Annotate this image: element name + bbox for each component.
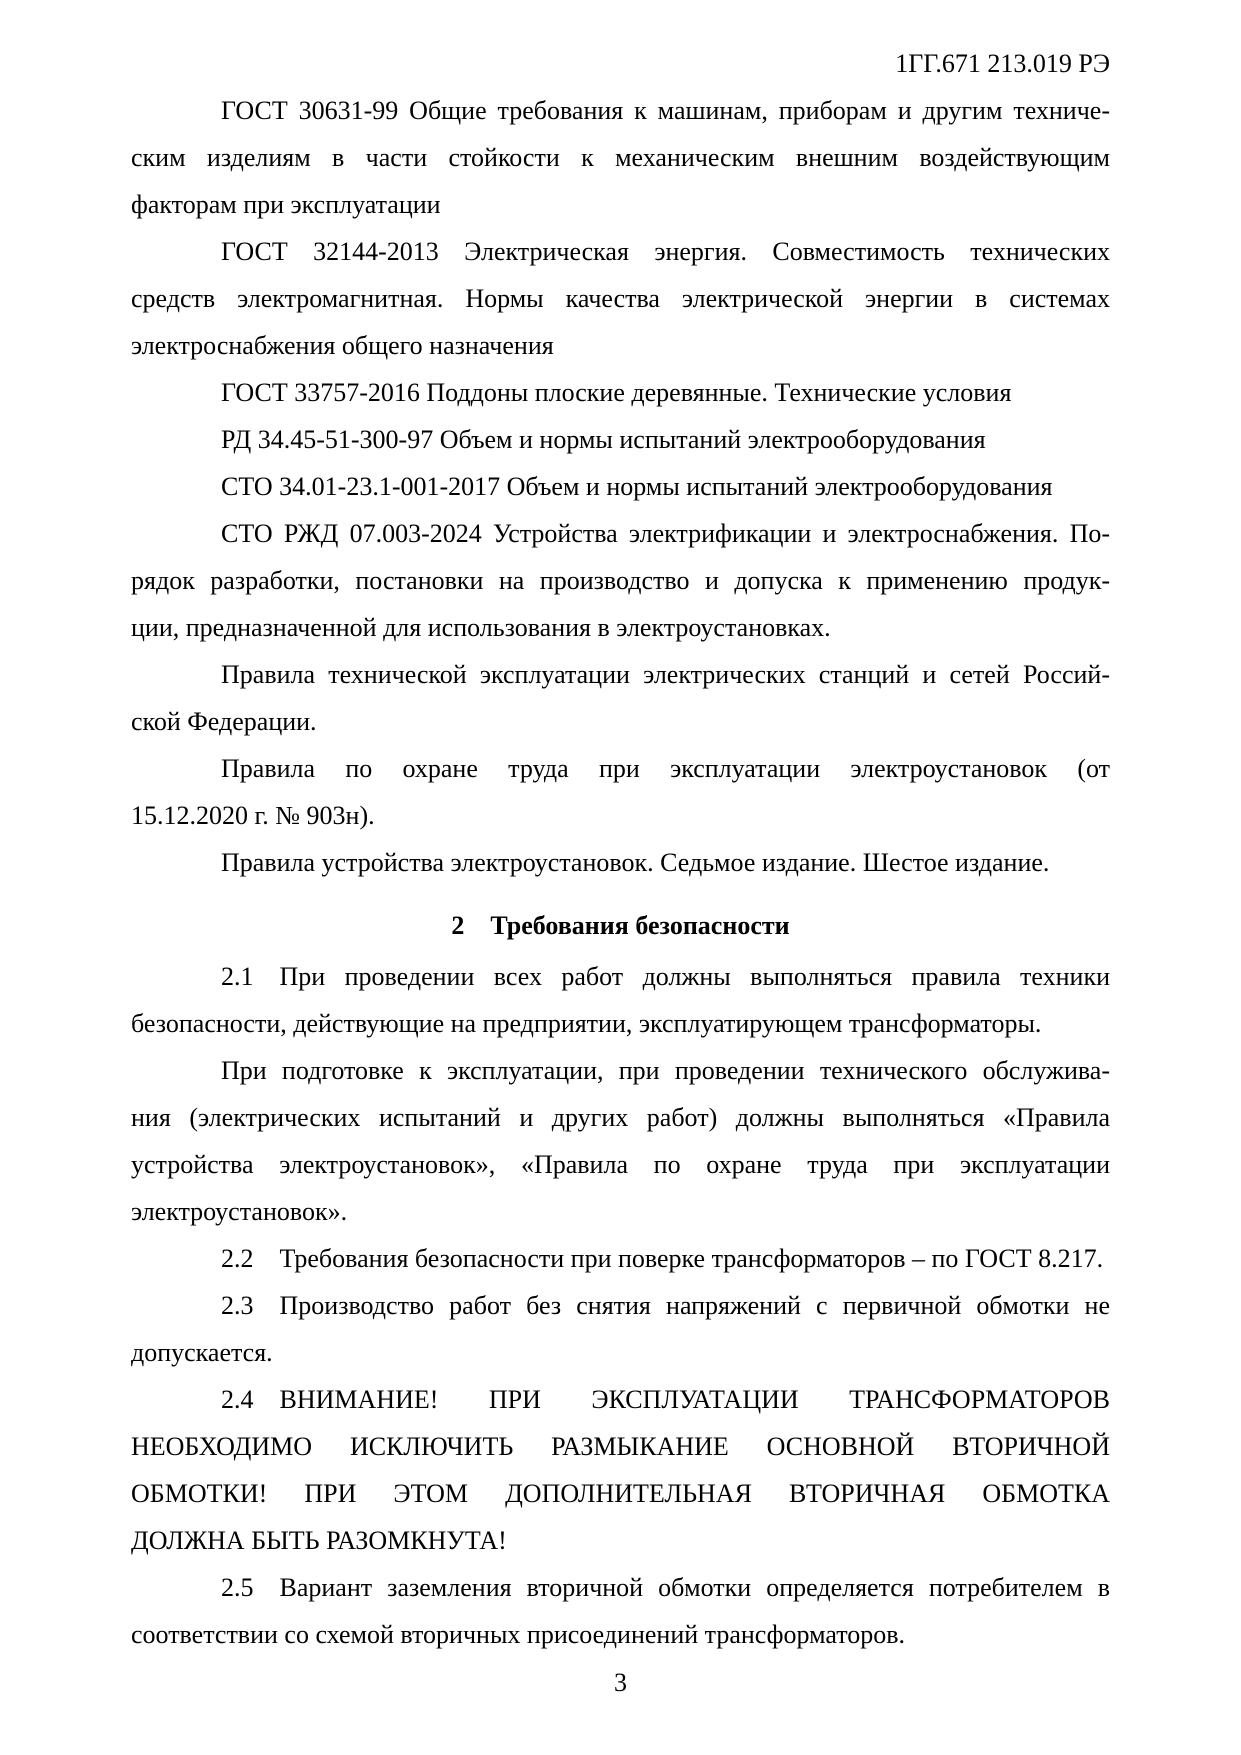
- section-heading: [131, 902, 1110, 949]
- text-line: Правила технической эксплуатации электрических станций и сетей Россий-: [221, 660, 1110, 689]
- text-line: электроустановок».: [131, 1197, 348, 1226]
- body-text: [131, 87, 1110, 1658]
- text-line: 2.5 Вариант заземления вторичной обмотки определяется потребителем в: [221, 1573, 1110, 1602]
- text-line: 2.2 Требования безопасности при поверке трансформаторов – по ГОСТ 8.217.: [221, 1244, 1104, 1273]
- text-line: безопасности, действующие на предприятии, эксплуатирующем трансформаторы.: [131, 1009, 1042, 1038]
- paragraph: [131, 839, 1110, 886]
- text-line: ния (электрических испытаний и других работ) должны выполняться «Правила: [131, 1103, 1110, 1132]
- text-line: соответствии со схемой вторичных присоединений трансформаторов.: [131, 1620, 906, 1649]
- text-line: допускается.: [131, 1338, 273, 1367]
- paragraph: [131, 463, 1110, 510]
- paragraph: [131, 369, 1110, 416]
- paragraph: [131, 651, 1110, 745]
- paragraph: [131, 1282, 1110, 1376]
- document-code-header: 1ГГ.671 213.019 РЭ: [895, 49, 1110, 78]
- text-line: 2.4 ВНИМАНИЕ! ПРИ ЭКСПЛУАТАЦИИ ТРАНСФОРМАТОРОВ: [221, 1385, 1110, 1414]
- section-heading-text: 2 Требования безопасности: [451, 911, 790, 940]
- text-line: ции, предназначенной для использования в электроустановках.: [131, 613, 831, 642]
- text-line: При подготовке к эксплуатации, при проведении технического обслужива-: [221, 1056, 1110, 1085]
- text-line: средств электромагнитная. Нормы качества электрической энергии в системах: [131, 284, 1110, 313]
- text-line: рядок разработки, постановки на производство и допуска к применению продук-: [131, 566, 1110, 595]
- text-line: ГОСТ 33757-2016 Поддоны плоские деревянные. Технические условия: [221, 378, 1012, 407]
- paragraph: [131, 745, 1110, 839]
- text-line: электроснабжения общего назначения: [131, 331, 554, 360]
- page-number: 3: [614, 1668, 627, 1697]
- text-line: ГОСТ 30631-99 Общие требования к машинам, приборам и другим техниче-: [221, 96, 1110, 125]
- paragraph: [131, 1564, 1110, 1658]
- text-line: факторам при эксплуатации: [131, 190, 441, 219]
- text-line: ским изделиям в части стойкости к механическим внешним воздействующим: [131, 143, 1110, 172]
- paragraph: [131, 510, 1110, 651]
- text-line: устройства электроустановок», «Правила по охране труда при эксплуатации: [131, 1150, 1110, 1179]
- paragraph: [131, 87, 1110, 228]
- text-line: СТО РЖД 07.003-2024 Устройства электрификации и электроснабжения. По-: [221, 519, 1110, 548]
- text-line: ской Федерации.: [131, 707, 317, 736]
- text-line: Правила устройства электроустановок. Седьмое издание. Шестое издание.: [221, 848, 1050, 877]
- text-line: 15.12.2020 г. № 903н).: [131, 801, 375, 830]
- paragraph: [131, 1047, 1110, 1235]
- text-line: 2.1 При проведении всех работ должны выполняться правила техники: [221, 962, 1110, 991]
- text-line: Правила по охране труда при эксплуатации электроустановок (от: [221, 754, 1110, 783]
- text-line: СТО 34.01-23.1-001-2017 Объем и нормы испытаний электрооборудования: [221, 472, 1053, 501]
- text-line: ГОСТ 32144-2013 Электрическая энергия. Совместимость технических: [221, 237, 1110, 266]
- paragraph: [131, 953, 1110, 1047]
- paragraph: [131, 228, 1110, 369]
- text-line: 2.3 Производство работ без снятия напряжений с первичной обмотки не: [221, 1291, 1110, 1320]
- text-line: НЕОБХОДИМО ИСКЛЮЧИТЬ РАЗМЫКАНИЕ ОСНОВНОЙ ВТОРИЧНОЙ: [131, 1432, 1110, 1461]
- text-line: ДОЛЖНА БЫТЬ РАЗОМКНУТА!: [131, 1526, 507, 1555]
- paragraph: [131, 1376, 1110, 1564]
- paragraph: [131, 1235, 1110, 1282]
- paragraph: [131, 416, 1110, 463]
- text-line: ОБМОТКИ! ПРИ ЭТОМ ДОПОЛНИТЕЛЬНАЯ ВТОРИЧНАЯ ОБМОТКА: [131, 1479, 1110, 1508]
- text-line: РД 34.45-51-300-97 Объем и нормы испытаний электрооборудования: [221, 425, 986, 454]
